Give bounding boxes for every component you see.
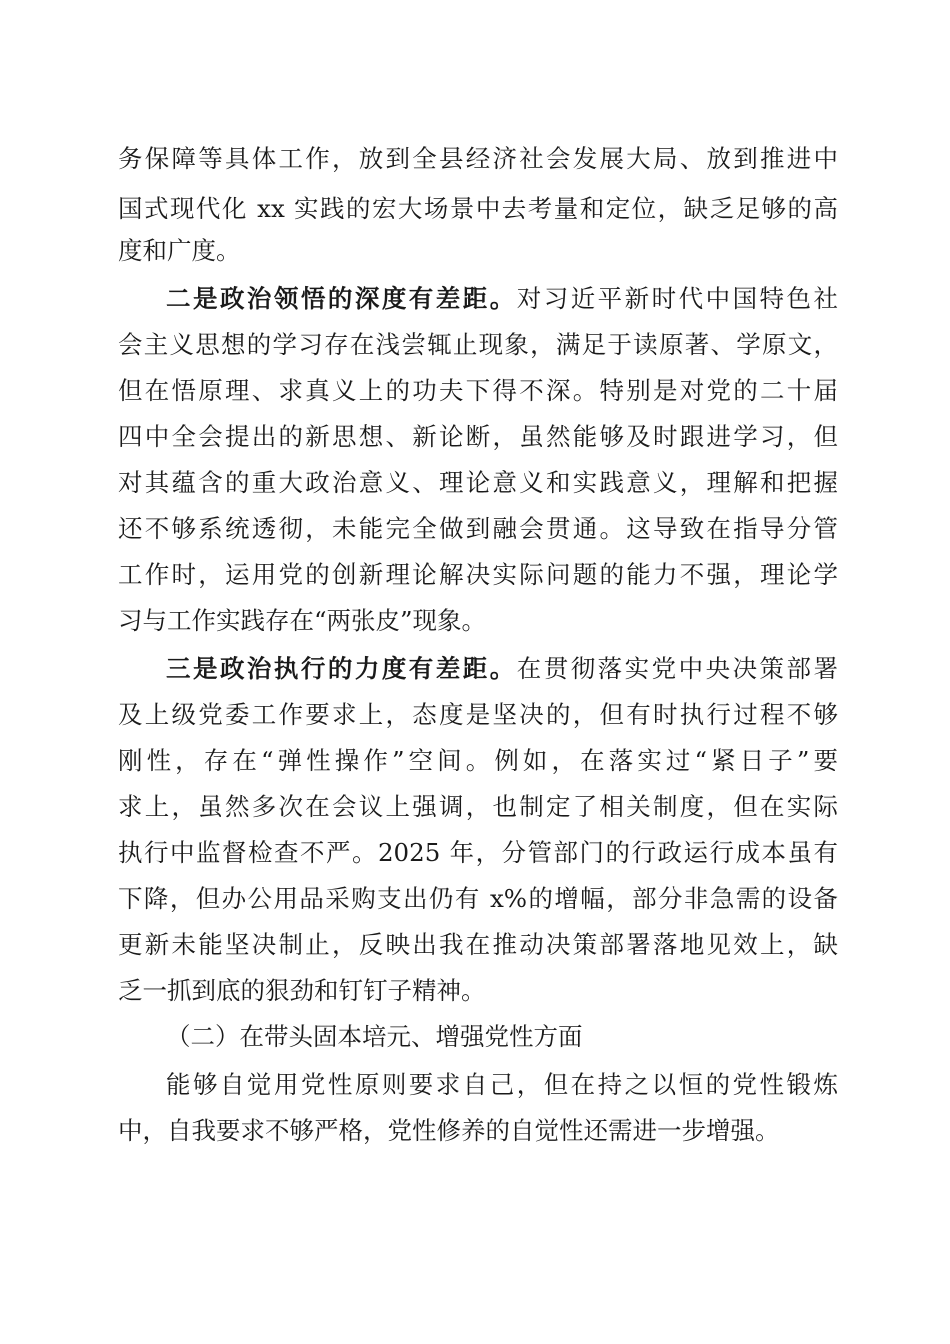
paragraph-line: 求上，虽然多次在会议上强调，也制定了相关制度，但在实际 [118,792,838,821]
paragraph-line: 四中全会提出的新思想、新论断，虽然能够及时跟进学习，但 [118,422,838,451]
paragraph-line-first: 能够自觉用党性原则要求自己，但在持之以恒的党性锻炼 [166,1070,838,1099]
paragraph-line: 还不够系统透彻，未能完全做到融会贯通。这导致在指导分管 [118,514,838,543]
paragraph-line: 下降，但办公用品采购支出仍有 x%的增幅，部分非急需的设备 [118,884,838,913]
paragraph-line: 习与工作实践存在“两张皮”现象。 [118,606,487,635]
section-heading: （二）在带头固本培元、增强党性方面 [166,1022,583,1051]
paragraph-line: 会主义思想的学习存在浅尝辄止现象，满足于读原著、学原文， [118,330,838,359]
paragraph-text: 对习近平新时代中国特色社 [516,284,839,313]
paragraph-line: 对其蕴含的重大政治意义、理论意义和实践意义，理解和把握 [118,468,838,497]
paragraph-line: 但在悟原理、求真义上的功夫下得不深。特别是对党的二十届 [118,376,838,405]
paragraph-line: 国式现代化 xx 实践的宏大场景中去考量和定位，缺乏足够的高 [118,194,838,223]
paragraph-line: 执行中监督检查不严。2025 年，分管部门的行政运行成本虽有 [118,838,838,867]
paragraph-heading-political-execution: 三是政治执行的力度有差距。 [166,654,517,683]
paragraph-line: 乏一抓到底的狠劲和钉钉子精神。 [118,976,486,1005]
paragraph-line: 中，自我要求不够严格，党性修养的自觉性还需进一步增强。 [118,1116,780,1145]
paragraph-line: 度和广度。 [118,236,241,265]
paragraph-line-first [166,646,838,692]
paragraph-line: 工作时，运用党的创新理论解决实际问题的能力不强，理论学 [118,560,838,589]
paragraph-line: 更新未能坚决制止，反映出我在推动决策部署落地见效上，缺 [118,930,838,959]
paragraph-line: 刚性，存在“弹性操作”空间。例如，在落实过“紧日子”要 [118,746,838,775]
paragraph-line: 务保障等具体工作，放到全县经济社会发展大局、放到推进中 [118,144,838,173]
paragraph-text: 在贯彻落实党中央决策部署 [516,654,839,683]
paragraph-heading-political-understanding: 二是政治领悟的深度有差距。 [166,284,517,313]
paragraph-line-first [166,276,838,322]
paragraph-line: 及上级党委工作要求上，态度是坚决的，但有时执行过程不够 [118,700,838,729]
